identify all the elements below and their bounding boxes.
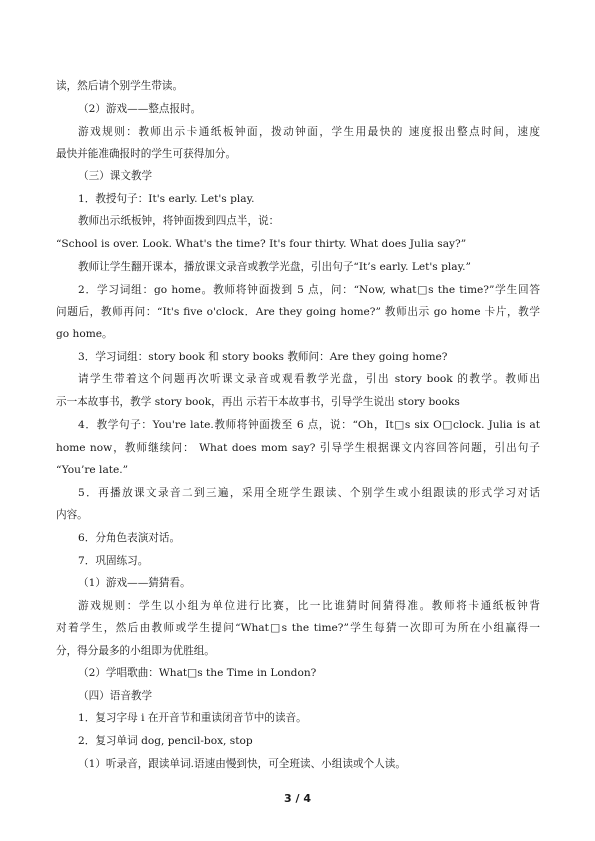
paragraph-line: 1．复习字母 i 在开音节和重读闭音节中的读音。 [78,712,307,724]
paragraph-line: 5．再播放课文录音二到三遍，采用全班学生跟读、个别学生或小组跟读的形式学习对话 [78,487,540,499]
paragraph-line: 教师让学生翻开课本，播放课文录音或教学光盘，引出句子“It’s early. Let's play.” [78,261,471,273]
paragraph-line: （1）游戏——猜猜看。 [78,577,191,589]
paragraph-line: 2．复习单词 dog, pencil-box, stop [78,735,253,747]
paragraph-line: 4．教学句子：You're late.教师将钟面拨至 6 点，说：“Oh，It□s six O□clock. Julia is at [78,419,540,431]
paragraph-line: 对着学生，然后由教师或学生提问“What□s the time?”学生每猜一次即可为所在小组赢得一 [56,622,540,634]
paragraph-line: 内容。 [56,509,88,521]
paragraph-line: 最快并能准确报时的学生可获得加分。 [56,148,237,160]
paragraph-line: 请学生带着这个问题再次听课文录音或观看教学光盘，引出 story book 的教学。教师出 [78,373,540,385]
paragraph-line: 分，得分最多的小组即为优胜组。 [56,645,215,657]
paragraph-line: 教师出示纸板钟，将钟面拨到四点半，说： [78,215,280,227]
paragraph-line: （2）学唱歌曲：What□s the Time in London? [78,667,317,679]
paragraph-line: 问题后，教师再问：“It's five o'clock．Are they going home?” 教师出示 go home 卡片，教学 [56,306,540,318]
paragraph-line: （2）游戏——整点报时。 [78,103,202,115]
page-number: 3 / 4 [284,792,311,805]
paragraph-line: 1．教授句子：It's early. Let's play. [78,193,255,205]
paragraph-line: go home。 [56,328,113,340]
paragraph-line: 2．学习词组：go home。教师将钟面拨到 5 点，问：“Now, what□s the time?”学生回答 [78,284,540,296]
paragraph-line: 7．巩固练习。 [78,555,149,567]
paragraph-line: 读，然后请个别学生带读。 [56,80,184,92]
paragraph-line: “School is over. Look. What's the time? It's four thirty. What does Julia say?” [56,238,467,250]
paragraph-line: （1）听录音，跟读单词.语速由慢到快，可全班读、小组读或个人读。 [78,758,406,770]
paragraph-line: 游戏规则：教师出示卡通纸板钟面，拨动钟面，学生用最快的 速度报出整点时间，速度 [78,126,540,138]
paragraph-line: “You’re late.” [56,464,129,476]
paragraph-line: 示一本故事书，教学 story book，再出 示若干本故事书，引导学生说出 story books [56,396,460,408]
paragraph-line: 3．学习词组：story book 和 story books 教师问：Are they going home? [78,351,448,363]
paragraph-line: 6．分角色表演对话。 [78,532,181,544]
paragraph-line: home now，教师继续问： What does mom say? 引导学生根据课文内容回答问题，引出句子 [56,442,540,454]
paragraph-line: 游戏规则：学生以小组为单位进行比赛，比一比谁猜时间猜得准。教师将卡通纸板钟背 [78,600,540,612]
section-heading: （四）语音教学 [78,690,153,702]
section-heading: （三）课文教学 [78,170,153,182]
